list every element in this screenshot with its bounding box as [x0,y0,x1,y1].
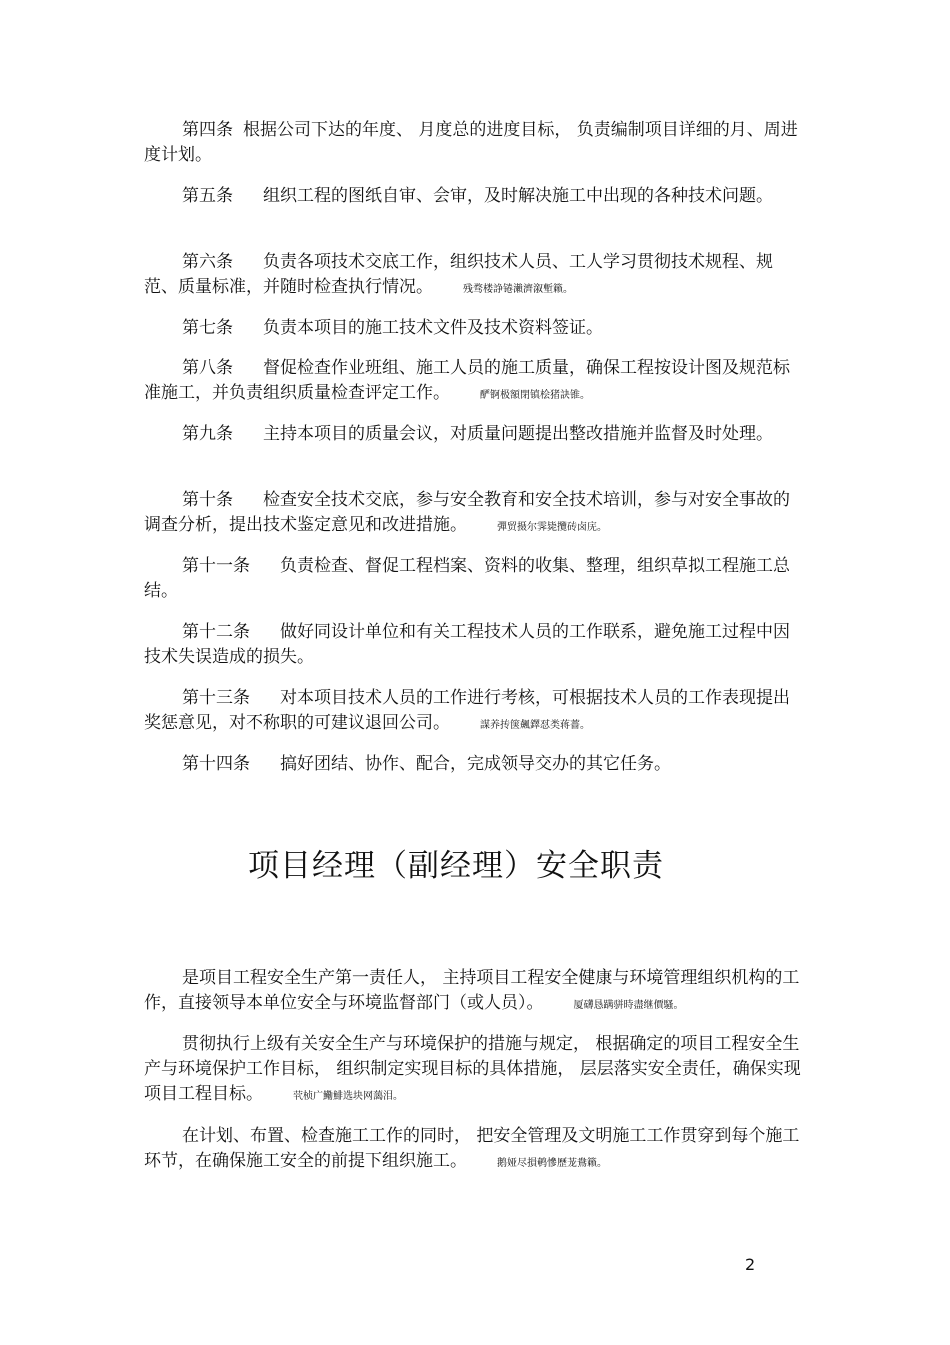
article-text: 主持本项目的质量会议，对质量问题提出整改措施并监督及时处理。 [263,424,773,444]
page-number: 2 [745,1255,756,1274]
article-label: 第七条 [182,318,233,338]
duty-1 [144,966,804,1018]
watermark-noise-text: 謀养抟箧飆鐸怼类蒋薔。 [480,720,590,731]
article-text: 根据公司下达的年度、 月度总的进度目标， 负责编制项目详细的月、周进度计划。 [144,120,798,165]
watermark-noise-text: 酽锕极額閉镇桧猪訣锥。 [480,390,590,401]
article-label: 第十一条 [182,556,250,576]
article-text: 对本项目技术人员的工作进行考核，可根据技术人员的工作表现提出奖惩意见，对不称职的可建议退回公司。 [144,688,790,733]
article-label: 第五条 [182,186,233,206]
section-title: 项目经理（副经理）安全职责 [248,848,664,884]
watermark-noise-text: 彈贸摄尔霁毙攬砖卤庑。 [497,522,607,533]
article-label: 第十条 [182,490,233,510]
article-label: 第十三条 [182,688,250,708]
article-12 [144,620,804,670]
watermark-noise-text: 残骛楼諍锩瀨濟溆塹籟。 [463,284,573,295]
article-6 [144,250,804,302]
article-text: 负责检查、督促工程档案、资料的收集、整理，组织草拟工程施工总结。 [144,556,790,601]
article-8 [144,356,804,408]
article-label: 第六条 [182,252,233,272]
duty-text: 贯彻执行上级有关安全生产与环境保护的措施与规定， 根据确定的项目工程安全生产与环境保护工作目标， 组织制定实现目标的具体措施， 层层落实安全责任，确保实现项目工程目标。 [144,1034,801,1104]
article-label: 第八条 [182,358,233,378]
article-13 [144,686,804,738]
article-9 [144,422,804,447]
article-text: 检查安全技术交底，参与安全教育和安全技术培训，参与对安全事故的调查分析，提出技术鉴定意见和改进措施。 [144,490,790,535]
article-label: 第四条 [182,120,233,140]
article-4 [144,118,804,168]
watermark-noise-text: 鹅娅尽損鹌慘歷茏鴦籟。 [497,1158,607,1169]
article-text: 组织工程的图纸自审、会审，及时解决施工中出现的各种技术问题。 [263,186,773,206]
article-text: 负责各项技术交底工作，组织技术人员、工人学习贯彻技术规程、规范、质量标准，并随时检查执行情况。 [144,252,773,297]
article-text: 督促检查作业班组、施工人员的施工质量，确保工程按设计图及规范标准施工，并负责组织质量检查评定工作。 [144,358,790,403]
duty-text: 是项目工程安全生产第一责任人， 主持项目工程安全健康与环境管理组织机构的工作，直接领导本单位安全与环境监督部门（或人员）。 [144,968,800,1013]
duty-text: 在计划、布置、检查施工工作的同时， 把安全管理及文明施工工作贯穿到每个施工环节，在确保施工安全的前提下组织施工。 [144,1126,800,1171]
article-10 [144,488,804,540]
duty-3 [144,1124,804,1176]
article-text: 搞好团结、协作、配合，完成领导交办的其它任务。 [280,754,671,774]
article-text: 负责本项目的施工技术文件及技术资料签证。 [263,318,603,338]
article-5 [144,184,804,209]
article-11 [144,554,804,604]
article-7 [144,316,804,341]
watermark-noise-text: 茕桢广鰳鯡选块网藹泪。 [293,1091,403,1102]
article-14 [144,752,804,777]
article-label: 第九条 [182,424,233,444]
article-text: 做好同设计单位和有关工程技术人员的工作联系，避免施工过程中因技术失误造成的损失。 [144,622,790,667]
duty-2 [144,1032,804,1109]
article-label: 第十四条 [182,754,250,774]
watermark-noise-text: 厦礴恳蹒骈時盡继價騷。 [573,1000,684,1011]
article-label: 第十二条 [182,622,250,642]
